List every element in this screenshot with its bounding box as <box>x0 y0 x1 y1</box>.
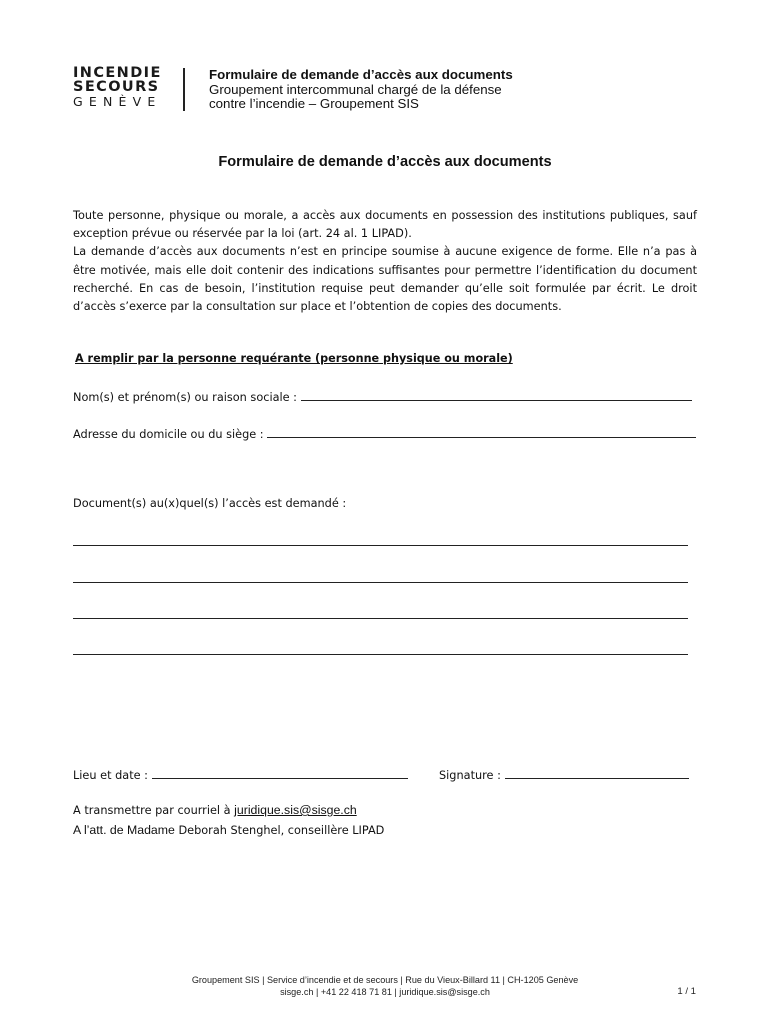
footer <box>0 974 770 998</box>
page-number: 1 / 1 <box>677 986 696 997</box>
transmit-line-2 <box>73 821 384 841</box>
incendie-secours-geneve-logo <box>73 66 165 109</box>
intro-text <box>73 207 697 316</box>
documents-label: Document(s) au(x)quel(s) l’accès est demandé : <box>73 497 347 510</box>
header-divider <box>183 68 185 111</box>
documents-input-line-4[interactable] <box>73 654 688 655</box>
transmit-info <box>73 801 384 840</box>
footer-line-1: Groupement SIS | Service d’incendie et de secours | Rue du Vieux-Billard 11 | CH-1205 Genève <box>191 975 579 985</box>
attention-prefix: A l’att. de <box>73 822 128 837</box>
documents-field <box>73 497 346 510</box>
intro-paragraph-1: Toute personne, physique ou morale, a accès aux documents en possession des institutions publiques, sauf exception prévue ou réservée par la loi (art. 24 al. 1 LIPAD). <box>73 209 697 241</box>
attention-title: Madame <box>127 822 175 837</box>
documents-input-line-1[interactable] <box>73 545 688 546</box>
signature-field <box>439 767 689 782</box>
signature-input-line[interactable] <box>505 767 689 779</box>
transmit-prefix: A transmettre par courriel à <box>73 804 235 817</box>
section-heading: A remplir par la personne requérante (personne physique ou morale) <box>75 352 513 365</box>
transmit-email-link[interactable]: juridique.sis@sisge.ch <box>234 803 357 817</box>
header-org-line-2: contre l’incendie – Groupement SIS <box>209 96 419 111</box>
documents-input-line-2[interactable] <box>73 582 688 583</box>
signature-label: Signature : <box>439 769 501 782</box>
address-label: Adresse du domicile ou du siège : <box>73 428 264 441</box>
name-input-line[interactable] <box>301 389 692 401</box>
logo-line-geneve: GENÈVE <box>73 94 162 109</box>
place-date-input-line[interactable] <box>152 767 408 779</box>
place-date-field <box>73 767 408 782</box>
header-form-title: Formulaire de demande d’accès aux documents <box>209 67 513 82</box>
footer-line-2: sisge.ch | +41 22 418 71 81 | juridique.sis@sisge.ch <box>280 987 490 997</box>
header-text <box>209 68 513 112</box>
address-field <box>73 426 696 441</box>
intro-paragraph-2: La demande d’accès aux documents n’est en principe soumise à aucune exigence de forme. Elle n’a pas à être motivée, mais elle doit contenir des indications suffisantes pour permettre l’identification du document recherché. En cas de besoin, l’institution requise peut demander qu’elle soit formulée par écrit. Le droit d’accès s’exerce par la consultation sur place et l’obtention de copies des documents. <box>73 245 697 314</box>
header-org-line-1: Groupement intercommunal chargé de la défense <box>209 81 502 97</box>
logo-line-incendie: INCENDIE <box>73 65 162 81</box>
document-title: Formulaire de demande d’accès aux documents <box>218 154 552 170</box>
logo-line-secours: SECOURS <box>73 79 160 95</box>
attention-name: Deborah Stenghel, conseillère LIPAD <box>174 823 385 837</box>
transmit-line-1 <box>73 801 384 821</box>
documents-input-line-3[interactable] <box>73 618 688 619</box>
name-label: Nom(s) et prénom(s) ou raison sociale : <box>73 391 297 404</box>
place-date-label: Lieu et date : <box>73 769 148 782</box>
address-input-line[interactable] <box>267 426 696 438</box>
name-field <box>73 389 692 404</box>
